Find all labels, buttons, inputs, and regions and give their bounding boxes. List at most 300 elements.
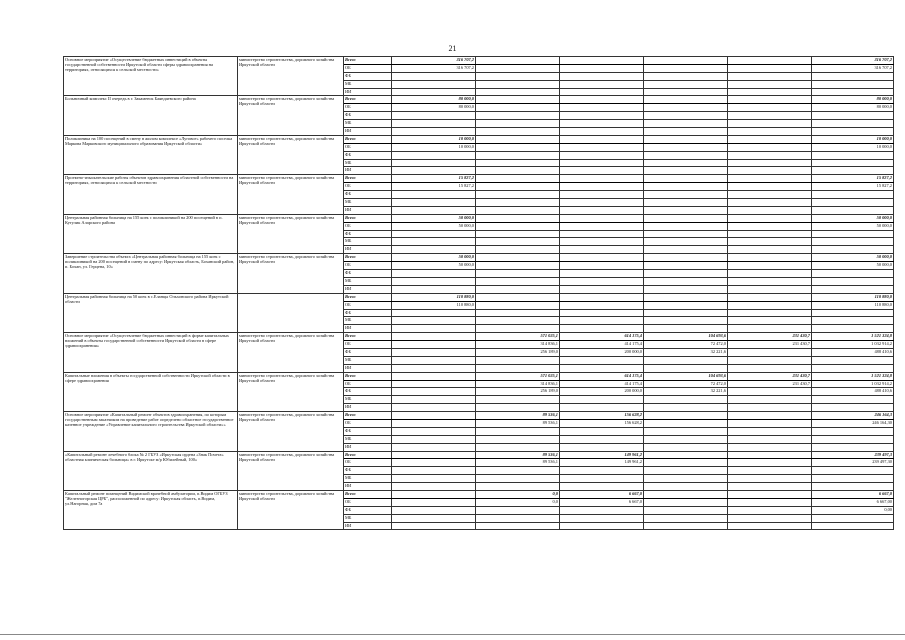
year-value xyxy=(728,301,812,309)
year-value xyxy=(728,238,812,246)
year-value xyxy=(392,277,476,285)
funding-source: Всего xyxy=(344,135,392,143)
year-value xyxy=(392,483,476,491)
year-value xyxy=(560,325,644,333)
funding-source: МБ xyxy=(344,238,392,246)
year-value: 15 827,2 xyxy=(392,183,476,191)
responsible-org: министерство строительства, дорожного хозяйства Иркутской области xyxy=(238,254,344,293)
year-value xyxy=(644,514,728,522)
funding-source: ОБ xyxy=(344,104,392,112)
table-row xyxy=(64,372,894,380)
year-value xyxy=(728,104,812,112)
total-value: 1 521 324,8 xyxy=(812,372,894,380)
year-value xyxy=(476,514,560,522)
year-value xyxy=(392,372,476,380)
table-row xyxy=(64,490,894,498)
year-value xyxy=(392,490,476,498)
year-value xyxy=(728,388,812,396)
year-value: 256 189,0 xyxy=(476,348,560,356)
year-value xyxy=(476,191,560,199)
year-value: 314 836,1 xyxy=(476,380,560,388)
year-value: 571 025,1 xyxy=(476,333,560,341)
year-value xyxy=(560,206,644,214)
year-value xyxy=(644,506,728,514)
year-value xyxy=(644,309,728,317)
year-value: 156 628,2 xyxy=(560,419,644,427)
year-value xyxy=(392,112,476,120)
year-value xyxy=(560,246,644,254)
year-value xyxy=(560,96,644,104)
total-value: 15 827,2 xyxy=(812,175,894,183)
total-value xyxy=(812,356,894,364)
total-value: 50 000,0 xyxy=(812,262,894,270)
table-row xyxy=(64,214,894,222)
table-row xyxy=(64,293,894,301)
year-value: 80 000,0 xyxy=(392,104,476,112)
year-value xyxy=(728,120,812,128)
funding-source: МБ xyxy=(344,199,392,207)
program-budget-table xyxy=(63,56,894,530)
year-value xyxy=(476,317,560,325)
year-value: 256 189,0 xyxy=(476,388,560,396)
year-value xyxy=(644,412,728,420)
year-value xyxy=(476,175,560,183)
year-value xyxy=(392,404,476,412)
year-value xyxy=(560,199,644,207)
year-value xyxy=(476,199,560,207)
year-value xyxy=(476,483,560,491)
year-value xyxy=(392,317,476,325)
funding-source: ФБ xyxy=(344,427,392,435)
responsible-org: министерство строительства, дорожного хозяйства Иркутской области xyxy=(238,96,344,135)
funding-source: ФБ xyxy=(344,309,392,317)
year-value xyxy=(644,356,728,364)
funding-source: Всего xyxy=(344,333,392,341)
total-value: 1 521 324,8 xyxy=(812,333,894,341)
year-value xyxy=(644,270,728,278)
total-value xyxy=(812,80,894,88)
year-value xyxy=(476,57,560,65)
total-value: 246 164,30 xyxy=(812,419,894,427)
year-value xyxy=(392,167,476,175)
year-value: 80 000,0 xyxy=(392,96,476,104)
year-value xyxy=(392,412,476,420)
year-value: 50 000,0 xyxy=(392,214,476,222)
funding-source: ФБ xyxy=(344,270,392,278)
funding-source: МБ xyxy=(344,317,392,325)
total-value xyxy=(812,238,894,246)
year-value xyxy=(728,151,812,159)
year-value xyxy=(392,191,476,199)
year-value xyxy=(644,443,728,451)
year-value xyxy=(392,309,476,317)
funding-source: ОБ xyxy=(344,301,392,309)
year-value xyxy=(728,96,812,104)
year-value xyxy=(476,214,560,222)
year-value xyxy=(392,270,476,278)
year-value xyxy=(392,80,476,88)
year-value xyxy=(728,475,812,483)
year-value xyxy=(560,167,644,175)
total-value: 0,00 xyxy=(812,506,894,514)
year-value xyxy=(560,104,644,112)
total-value xyxy=(812,522,894,530)
year-value: 414 175,4 xyxy=(560,341,644,349)
year-value xyxy=(728,128,812,136)
year-value xyxy=(728,443,812,451)
total-value xyxy=(812,199,894,207)
year-value xyxy=(392,348,476,356)
year-value xyxy=(728,159,812,167)
responsible-org: министерство строительства, дорожного хозяйства Иркутской области xyxy=(238,372,344,411)
year-value xyxy=(560,175,644,183)
year-value xyxy=(728,483,812,491)
year-value xyxy=(728,214,812,222)
year-value xyxy=(728,285,812,293)
year-value xyxy=(728,412,812,420)
total-value: 246 164,3 xyxy=(812,412,894,420)
total-value: 6 667,00 xyxy=(812,498,894,506)
funding-source: ИИ xyxy=(344,404,392,412)
year-value: 15 827,2 xyxy=(392,175,476,183)
year-value xyxy=(560,506,644,514)
total-value xyxy=(812,128,894,136)
year-value xyxy=(560,238,644,246)
year-value xyxy=(560,443,644,451)
year-value: 6 667,0 xyxy=(560,498,644,506)
funding-source: ОБ xyxy=(344,459,392,467)
year-value xyxy=(476,270,560,278)
responsible-org: министерство строительства, дорожного хозяйства Иркутской области xyxy=(238,333,344,372)
year-value xyxy=(728,254,812,262)
total-value xyxy=(812,475,894,483)
year-value: 89 536,1 xyxy=(476,412,560,420)
total-value: 6 667,0 xyxy=(812,490,894,498)
year-value xyxy=(644,451,728,459)
measure-name: Капитальный ремонт помещений Видимской врачебной амбулатории, п.Видим ОГБУЗ "Железногорская ЦРБ", расположенной по адресу: Иркутская область, п.Видим, ул.Нагорная, дом 7а xyxy=(64,490,238,529)
year-value xyxy=(728,451,812,459)
year-value xyxy=(644,222,728,230)
year-value xyxy=(728,506,812,514)
year-value xyxy=(644,167,728,175)
year-value xyxy=(476,230,560,238)
year-value xyxy=(476,120,560,128)
year-value xyxy=(392,120,476,128)
total-value: 80 000,0 xyxy=(812,96,894,104)
year-value xyxy=(476,96,560,104)
total-value xyxy=(812,277,894,285)
total-value: 239 497,30 xyxy=(812,459,894,467)
year-value: 0,0 xyxy=(476,498,560,506)
year-value: 50 000,0 xyxy=(392,254,476,262)
year-value xyxy=(560,364,644,372)
funding-source: Всего xyxy=(344,175,392,183)
year-value xyxy=(644,72,728,80)
year-value xyxy=(728,435,812,443)
year-value xyxy=(644,459,728,467)
year-value xyxy=(392,419,476,427)
funding-source: ИИ xyxy=(344,128,392,136)
year-value xyxy=(728,356,812,364)
year-value xyxy=(560,159,644,167)
total-value xyxy=(812,285,894,293)
total-value: 10 000,0 xyxy=(812,135,894,143)
funding-source: МБ xyxy=(344,396,392,404)
year-value xyxy=(476,112,560,120)
year-value xyxy=(644,206,728,214)
year-value xyxy=(392,364,476,372)
year-value: 89 536,1 xyxy=(476,419,560,427)
table-row xyxy=(64,135,894,143)
year-value xyxy=(560,120,644,128)
measure-name: Завершение строительства объекта «Центральная районная больница на 155 коек с поликлиникой на 200 посещений в смену по адресу: Иркутская область, Боханский район, п. Бохан, ул. Герцена, 10» xyxy=(64,254,238,293)
funding-source: ФБ xyxy=(344,506,392,514)
year-value xyxy=(476,246,560,254)
total-value xyxy=(812,167,894,175)
year-value xyxy=(392,128,476,136)
year-value xyxy=(728,522,812,530)
funding-source: ОБ xyxy=(344,498,392,506)
year-value: 110 880,0 xyxy=(392,301,476,309)
year-value: 110 880,0 xyxy=(392,293,476,301)
year-value xyxy=(644,57,728,65)
year-value xyxy=(560,214,644,222)
total-value xyxy=(812,270,894,278)
year-value xyxy=(728,396,812,404)
year-value xyxy=(644,435,728,443)
year-value xyxy=(644,96,728,104)
year-value xyxy=(476,254,560,262)
funding-source: Всего xyxy=(344,372,392,380)
page-bottom-edge xyxy=(0,634,905,635)
funding-source: Всего xyxy=(344,96,392,104)
year-value xyxy=(476,135,560,143)
year-value xyxy=(644,151,728,159)
year-value xyxy=(644,175,728,183)
year-value xyxy=(476,64,560,72)
funding-source: ФБ xyxy=(344,388,392,396)
funding-source: ОБ xyxy=(344,262,392,270)
year-value xyxy=(392,285,476,293)
funding-source: ФБ xyxy=(344,72,392,80)
total-value xyxy=(812,88,894,96)
total-value xyxy=(812,514,894,522)
year-value xyxy=(644,475,728,483)
year-value xyxy=(392,396,476,404)
year-value xyxy=(644,143,728,151)
funding-source: ИИ xyxy=(344,285,392,293)
year-value xyxy=(476,522,560,530)
year-value xyxy=(560,128,644,136)
funding-source: ОБ xyxy=(344,341,392,349)
year-value xyxy=(476,475,560,483)
year-value xyxy=(392,246,476,254)
year-value xyxy=(476,159,560,167)
year-value xyxy=(728,230,812,238)
year-value xyxy=(644,214,728,222)
total-value: 110 880,0 xyxy=(812,293,894,301)
year-value: 231 430,7 xyxy=(728,372,812,380)
year-value xyxy=(560,522,644,530)
table-row xyxy=(64,175,894,183)
year-value xyxy=(392,522,476,530)
year-value xyxy=(560,191,644,199)
year-value: 149 961,2 xyxy=(560,451,644,459)
year-value xyxy=(560,467,644,475)
year-value xyxy=(560,57,644,65)
year-value xyxy=(392,341,476,349)
year-value xyxy=(728,135,812,143)
total-value: 1 032 914,2 xyxy=(812,380,894,388)
funding-source: ИИ xyxy=(344,246,392,254)
year-value xyxy=(476,72,560,80)
funding-source: ИИ xyxy=(344,522,392,530)
measure-name: Основное мероприятие «Осуществление бюджетных инвестиций в форме капитальных вложений в объекты государственной собственности Иркутской области в сфере здравоохранения» xyxy=(64,333,238,372)
total-value xyxy=(812,325,894,333)
year-value xyxy=(728,325,812,333)
year-value: 200 000,0 xyxy=(560,388,644,396)
funding-source: МБ xyxy=(344,80,392,88)
year-value xyxy=(644,191,728,199)
funding-source: МБ xyxy=(344,159,392,167)
responsible-org: министерство строительства, дорожного хозяйства Иркутской области xyxy=(238,135,344,174)
year-value xyxy=(644,88,728,96)
total-value xyxy=(812,443,894,451)
year-value xyxy=(476,309,560,317)
year-value xyxy=(392,459,476,467)
year-value xyxy=(644,135,728,143)
year-value xyxy=(728,467,812,475)
year-value xyxy=(560,277,644,285)
funding-source: ИИ xyxy=(344,206,392,214)
table-row xyxy=(64,57,894,65)
year-value xyxy=(728,222,812,230)
funding-source: Всего xyxy=(344,451,392,459)
total-value: 50 000,0 xyxy=(812,214,894,222)
year-value xyxy=(560,230,644,238)
total-value xyxy=(812,120,894,128)
year-value xyxy=(560,309,644,317)
year-value xyxy=(392,199,476,207)
year-value xyxy=(644,159,728,167)
total-value xyxy=(812,427,894,435)
year-value xyxy=(728,364,812,372)
year-value xyxy=(392,151,476,159)
year-value: 231 430,7 xyxy=(728,341,812,349)
total-value: 488 410,6 xyxy=(812,348,894,356)
table-row xyxy=(64,333,894,341)
year-value xyxy=(560,112,644,120)
total-value xyxy=(812,72,894,80)
responsible-org xyxy=(238,293,344,332)
year-value xyxy=(392,427,476,435)
funding-source: ОБ xyxy=(344,64,392,72)
year-value xyxy=(560,88,644,96)
funding-source: ИИ xyxy=(344,443,392,451)
year-value xyxy=(728,206,812,214)
year-value xyxy=(644,199,728,207)
year-value: 614 175,4 xyxy=(560,333,644,341)
year-value: 10 000,0 xyxy=(392,143,476,151)
year-value: 231 430,7 xyxy=(728,380,812,388)
year-value: 6 667,0 xyxy=(560,490,644,498)
measure-name: Поликлиника на 100 посещений в смену в жилом комплексе «Луговое» рабочего поселка Маркова Марковского муниципального образования Иркутской области» xyxy=(64,135,238,174)
year-value xyxy=(392,435,476,443)
funding-source: ФБ xyxy=(344,191,392,199)
year-value xyxy=(476,325,560,333)
year-value xyxy=(644,404,728,412)
year-value xyxy=(644,238,728,246)
year-value xyxy=(476,143,560,151)
year-value: 104 693,6 xyxy=(644,372,728,380)
year-value xyxy=(476,285,560,293)
total-value: 316 707,2 xyxy=(812,57,894,65)
year-value xyxy=(644,80,728,88)
year-value xyxy=(560,262,644,270)
year-value xyxy=(476,222,560,230)
year-value xyxy=(476,356,560,364)
total-value xyxy=(812,317,894,325)
year-value xyxy=(644,285,728,293)
year-value xyxy=(392,230,476,238)
year-value xyxy=(644,483,728,491)
year-value xyxy=(728,246,812,254)
year-value xyxy=(728,427,812,435)
funding-source: ФБ xyxy=(344,112,392,120)
year-value xyxy=(728,498,812,506)
year-value xyxy=(476,183,560,191)
total-value xyxy=(812,435,894,443)
year-value xyxy=(560,356,644,364)
year-value xyxy=(644,317,728,325)
year-value xyxy=(392,467,476,475)
year-value: 104 693,6 xyxy=(644,333,728,341)
year-value xyxy=(560,435,644,443)
measure-name: Основное мероприятие «Капитальный ремонт объектов здравоохранения, по которым государственным заказчиком на проведение работ определено областное государственное казенное учреждение «Управление капитального строительства Иркутской области»» xyxy=(64,412,238,451)
year-value xyxy=(392,506,476,514)
year-value: 316 707,2 xyxy=(392,57,476,65)
year-value xyxy=(392,72,476,80)
year-value xyxy=(476,396,560,404)
year-value xyxy=(560,475,644,483)
total-value xyxy=(812,467,894,475)
year-value xyxy=(728,514,812,522)
table-row xyxy=(64,254,894,262)
year-value xyxy=(644,183,728,191)
year-value xyxy=(560,396,644,404)
year-value xyxy=(560,222,644,230)
year-value xyxy=(392,475,476,483)
year-value xyxy=(728,309,812,317)
year-value xyxy=(560,64,644,72)
year-value xyxy=(644,128,728,136)
year-value xyxy=(476,80,560,88)
year-value: 414 175,4 xyxy=(560,380,644,388)
year-value xyxy=(644,301,728,309)
total-value: 80 000,0 xyxy=(812,104,894,112)
responsible-org: министерство строительства, дорожного хозяйства Иркутской области xyxy=(238,57,344,96)
year-value xyxy=(560,151,644,159)
funding-source: ОБ xyxy=(344,380,392,388)
funding-source: ИИ xyxy=(344,88,392,96)
year-value xyxy=(392,159,476,167)
year-value xyxy=(728,490,812,498)
funding-source: Всего xyxy=(344,214,392,222)
year-value xyxy=(560,143,644,151)
year-value xyxy=(644,246,728,254)
year-value: 72 472,0 xyxy=(644,380,728,388)
year-value xyxy=(560,483,644,491)
